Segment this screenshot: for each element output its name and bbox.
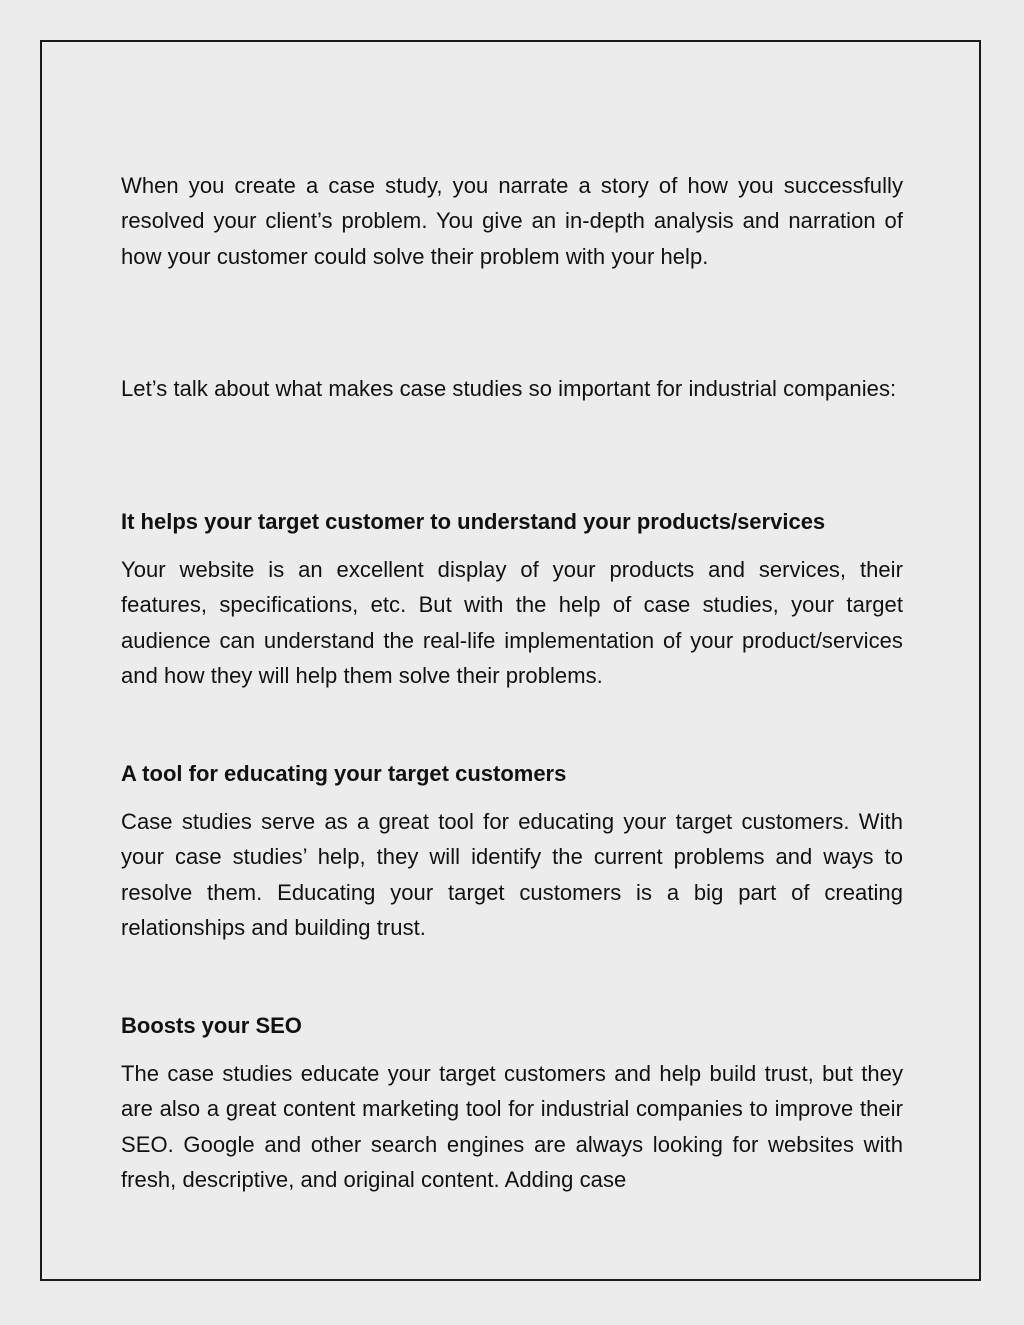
intro-paragraph: When you create a case study, you narrate a story of how you successfully resolved your client’s problem. You give an in-depth analysis and narration of how your customer could solve their problem with your help. [121, 173, 903, 269]
section-heading-understand-products: It helps your target customer to understand your products/services [121, 509, 826, 534]
section-body-educating-tool: Case studies serve as a great tool for educating your target customers. With your case studies’ help, they will identify the current problems and ways to resolve them. Educating your target customers is a big part of creating relationships and building trust. [121, 809, 903, 940]
section-heading-educating-tool: A tool for educating your target customers [121, 761, 567, 786]
section-body-understand-products: Your website is an excellent display of your products and services, their features, specifications, etc. But with the help of case studies, your target audience can understand the real-life implementation of your product/services and how they will help them solve their problems. [121, 557, 903, 688]
section-heading-boosts-seo: Boosts your SEO [121, 1013, 302, 1038]
lead-paragraph: Let’s talk about what makes case studies so important for industrial companies: [121, 376, 897, 401]
section-body-boosts-seo: The case studies educate your target customers and help build trust, but they are also a great content marketing tool for industrial companies to improve their SEO. Google and other search engines are always looking for websites with fresh, descriptive, and original content. Adding case [121, 1061, 903, 1192]
